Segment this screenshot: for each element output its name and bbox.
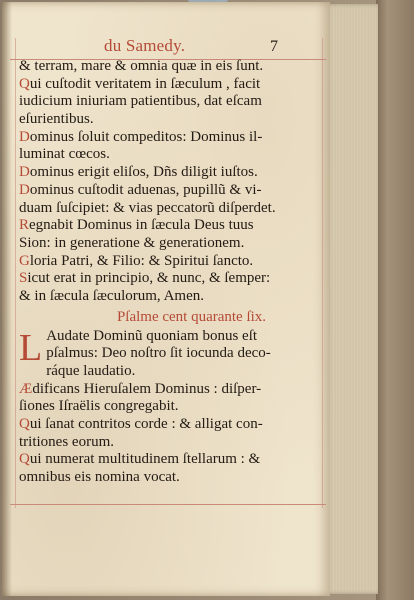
- line-text: & terram, mare & omnia quæ in eis ſunt.: [19, 58, 264, 74]
- text-line: [19, 270, 324, 288]
- book-cover-edge: [376, 0, 414, 600]
- psalm-opening-line: pſalmus: Deo noſtro ſit iocunda deco-: [46, 345, 271, 362]
- text-line: [19, 416, 324, 434]
- line-text: luminat cœcos.: [19, 146, 110, 163]
- text-line: [19, 217, 324, 235]
- rubricated-initial: Q: [19, 416, 30, 433]
- drop-cap: L: [19, 326, 43, 369]
- text-line: [19, 182, 324, 200]
- text-line: [19, 451, 324, 469]
- line-text: duam ſuſcipiet: & vias peccatorũ diſperdet.: [19, 199, 276, 216]
- text-line: [19, 434, 324, 452]
- text-line: [19, 398, 324, 416]
- line-text: tritiones eorum.: [19, 433, 114, 450]
- page-fore-edge: [326, 4, 378, 594]
- rubricated-initial: R: [19, 217, 30, 234]
- text-line: [19, 58, 324, 76]
- psalm-verse-block: [19, 363, 324, 487]
- psalm-opening: [19, 326, 324, 369]
- text-line: [19, 288, 324, 306]
- psalm-opening-line: Audate Dominũ quoniam bonus eſt: [46, 327, 258, 344]
- text-line: [19, 146, 324, 164]
- rubricated-initial: D: [19, 128, 30, 145]
- text-line: [19, 469, 324, 487]
- line-text: ominus cuſtodit aduenas, pupillũ & vi-: [29, 181, 262, 198]
- line-text: ominus ſoluit compeditos: Dominus il-: [29, 128, 263, 145]
- text-line: [19, 93, 324, 111]
- text-line: [19, 235, 324, 253]
- line-text: eſurientibus.: [19, 111, 94, 128]
- text-line: [19, 253, 324, 271]
- running-title: du Samedy.: [104, 36, 186, 55]
- rubricated-initial: Æ: [19, 380, 33, 397]
- text-line: [19, 129, 324, 147]
- line-text: loria Patri, & Filio: & Spiritui ſancto.: [29, 252, 254, 269]
- line-text: egnabit Dominus in ſæcula Deus tuus: [29, 217, 254, 234]
- book-page: [2, 2, 330, 596]
- gutter-shadow: [2, 2, 12, 596]
- page-text: [19, 58, 324, 487]
- rubricated-initial: Q: [19, 451, 30, 468]
- text-line: [19, 164, 324, 182]
- rubricated-initial: Q: [19, 75, 30, 92]
- rubricated-initial: D: [19, 181, 30, 198]
- rubricated-initial: G: [19, 252, 30, 269]
- rubricated-initial: S: [19, 270, 28, 287]
- line-text: ui cuſtodit veritatem in ſæculum , facit: [29, 75, 261, 92]
- text-line: [19, 76, 324, 94]
- left-margin-rule: [15, 38, 16, 508]
- line-text: omnibus eis nomina vocat.: [19, 469, 180, 486]
- line-text: ominus erigit eliſos, Dñs diligit iuſtos.: [29, 164, 258, 181]
- text-line: [19, 381, 324, 399]
- line-text: ráque laudatio.: [46, 363, 136, 379]
- text-line: [19, 363, 324, 381]
- line-text: & in ſæcula ſæculorum, Amen.: [19, 287, 204, 304]
- line-text: ſiones Iſraëlis congregabit.: [19, 398, 179, 415]
- page-number: 7: [270, 38, 278, 55]
- verse-block: [19, 58, 324, 306]
- line-text: icut erat in principio, & nunc, & ſemper:: [27, 270, 271, 287]
- psalm-heading: Pſalme cent quarante ſix.: [116, 308, 267, 325]
- line-text: iudicium iniuriam patientibus, dat eſcam: [19, 93, 262, 110]
- line-text: Sion: in generatione & generationem.: [19, 234, 245, 251]
- line-text: ui ſanat contritos corde : & alligat con-: [29, 416, 263, 433]
- text-line: [19, 200, 324, 218]
- line-text: ui numerat multitudinem ſtellarum : &: [29, 451, 261, 468]
- line-text: dificans Hieruſalem Dominus : diſper-: [32, 380, 262, 397]
- text-line: [19, 111, 324, 129]
- page-header: [2, 36, 328, 56]
- bottom-rule: [10, 504, 326, 505]
- rubricated-initial: D: [19, 164, 30, 181]
